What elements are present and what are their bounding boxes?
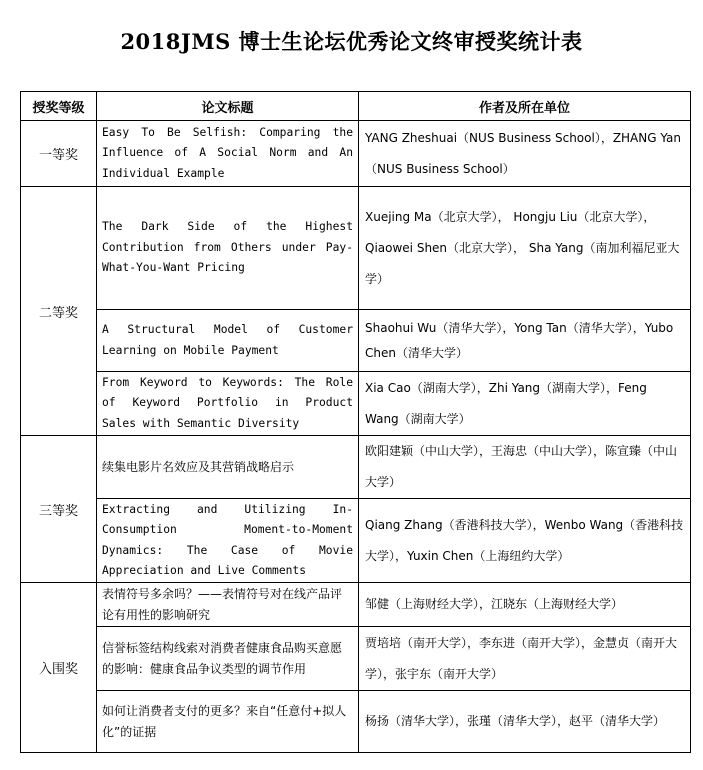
- author-list: YANG Zheshuai（NUS Business School），ZHANG Yan（NUS Business School）: [365, 130, 681, 176]
- author-list: 杨扬（清华大学），张瑾（清华大学），赵平（清华大学）: [365, 714, 666, 728]
- table-row: [21, 372, 691, 436]
- author-cell: [359, 187, 691, 310]
- table-row: [21, 187, 691, 310]
- author-cell: [359, 372, 691, 436]
- author-list: Shaohui Wu（清华大学），Yong Tan（清华大学），Yubo Chen（清华大学）: [365, 320, 674, 360]
- award-level-second: 二等奖: [21, 187, 97, 436]
- author-cell: [359, 583, 691, 627]
- author-list: 欧阳建颖（中山大学），王海忠（中山大学），陈宣臻（中山大学）: [365, 444, 678, 489]
- header-paper-title: 论文标题: [97, 92, 359, 121]
- paper-title-cell: [97, 583, 359, 627]
- paper-title: The Dark Side of the Highest Contribution from Others under Pay-What-You-Want Pricing: [102, 220, 353, 275]
- table-row: [21, 121, 691, 187]
- header-level: 授奖等级: [21, 92, 97, 121]
- paper-title-cell: [97, 499, 359, 583]
- paper-title-cell: [97, 691, 359, 753]
- paper-title: 如何让消费者支付的更多？来自“任意付+拟人化”的证据: [102, 703, 347, 739]
- author-cell: [359, 121, 691, 187]
- paper-title-cell: [97, 121, 359, 187]
- author-cell: [359, 627, 691, 691]
- paper-title-cell: [97, 436, 359, 499]
- paper-title: Extracting and Utilizing In-Consumption Moment-to-Moment Dynamics: The Case of Movie Appreciation and Live Comments: [102, 502, 353, 577]
- table-row: [21, 499, 691, 583]
- header-author: 作者及所在单位: [359, 92, 691, 121]
- paper-title-cell: [97, 372, 359, 436]
- award-level-finalist: 入围奖: [21, 583, 97, 753]
- table-row: [21, 583, 691, 627]
- author-cell: [359, 310, 691, 372]
- paper-title-cell: [97, 627, 359, 691]
- paper-title-cell: [97, 310, 359, 372]
- paper-title-cell: [97, 187, 359, 310]
- paper-title: 续集电影片名效应及其营销战略启示: [102, 459, 295, 474]
- paper-title: A Structural Model of Customer Learning on Mobile Payment: [102, 323, 353, 357]
- page-title: 2018JMS 博士生论坛优秀论文终审授奖统计表: [120, 29, 583, 54]
- author-list: Qiang Zhang（香港科技大学），Wenbo Wang（香港科技大学），Yuxin Chen（上海纽约大学）: [365, 517, 684, 563]
- award-table: [20, 91, 691, 753]
- table-header-row: [21, 92, 691, 121]
- author-list: 贾培培（南开大学），李东进（南开大学），金慧贞（南开大学），张宇东（南开大学）: [365, 635, 678, 681]
- author-cell: [359, 436, 691, 499]
- author-list: Xuejing Ma（北京大学）， Hongju Liu（北京大学），Qiaowei Shen（北京大学）， Sha Yang（南加利福尼亚大学）: [365, 209, 680, 286]
- author-cell: [359, 499, 691, 583]
- paper-title: From Keyword to Keywords: The Role of Keyword Portfolio in Product Sales with Semantic Diversity: [102, 375, 353, 430]
- paper-title: 信誉标签结构线索对消费者健康食品购买意愿的影响：健康食品争议类型的调节作用: [102, 640, 343, 676]
- table-row: [21, 691, 691, 753]
- table-row: [21, 436, 691, 499]
- author-list: Xia Cao（湖南大学），Zhi Yang（湖南大学），Feng Wang（湖南大学）: [365, 380, 647, 426]
- author-list: 邹健（上海财经大学），江晓东（上海财经大学）: [365, 597, 624, 611]
- award-level-first: 一等奖: [21, 121, 97, 187]
- award-level-third: 三等奖: [21, 436, 97, 583]
- table-row: [21, 310, 691, 372]
- paper-title: 表情符号多余吗？——表情符号对在线产品评论有用性的影响研究: [102, 586, 343, 622]
- paper-title: Easy To Be Selfish: Comparing the Influence of A Social Norm and An Individual Example: [102, 125, 353, 180]
- author-cell: [359, 691, 691, 753]
- table-row: [21, 627, 691, 691]
